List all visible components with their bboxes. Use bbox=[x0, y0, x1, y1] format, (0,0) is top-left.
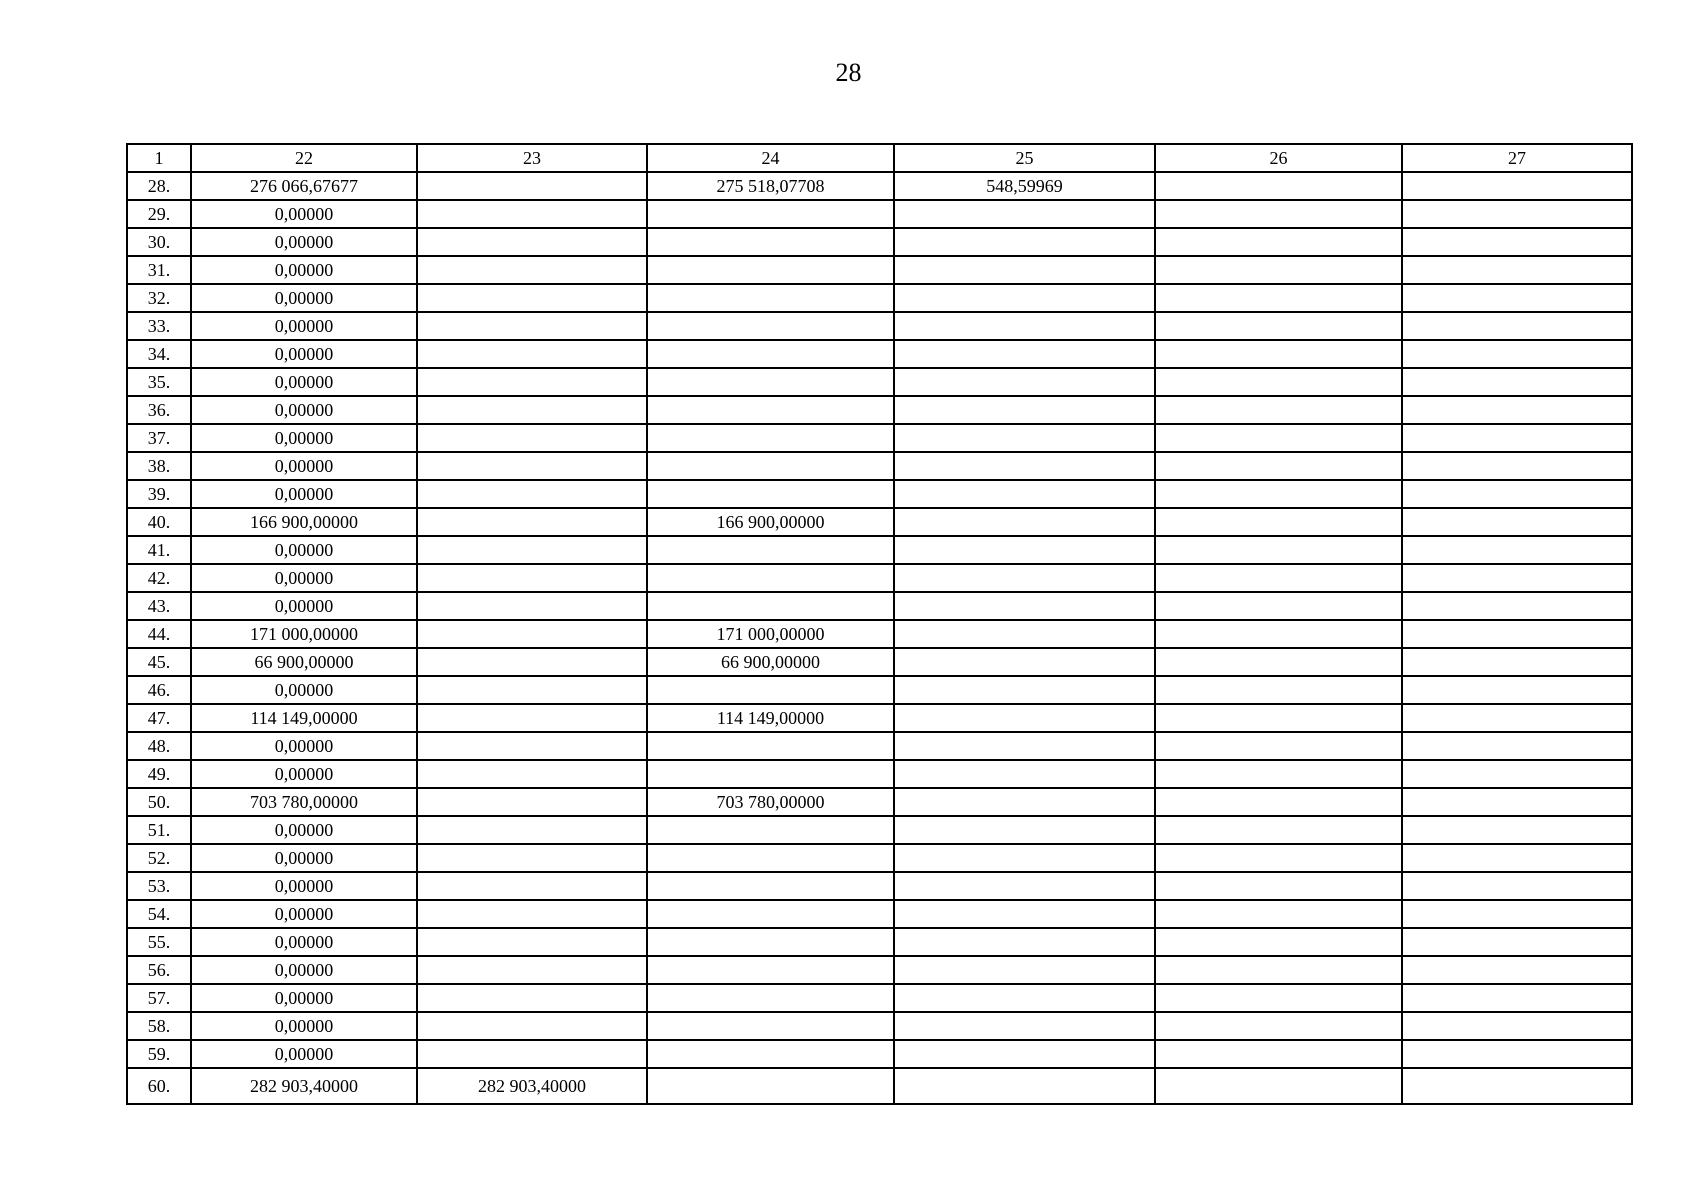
table-cell-col-24 bbox=[647, 256, 894, 284]
row-number-cell: 41. bbox=[127, 536, 191, 564]
header-row bbox=[127, 144, 1632, 172]
table-cell-col-26 bbox=[1155, 872, 1402, 900]
table-cell-col-26 bbox=[1155, 508, 1402, 536]
table-cell-col-22: 0,00000 bbox=[191, 312, 417, 340]
table-cell-col-25 bbox=[894, 928, 1155, 956]
table-cell-col-23 bbox=[417, 592, 647, 620]
table-cell-col-23 bbox=[417, 648, 647, 676]
table-cell-col-27 bbox=[1402, 200, 1632, 228]
table-cell-col-25 bbox=[894, 900, 1155, 928]
table-cell-col-22: 0,00000 bbox=[191, 340, 417, 368]
table-cell-col-25 bbox=[894, 1012, 1155, 1040]
table-cell-col-23 bbox=[417, 676, 647, 704]
table-cell-col-27 bbox=[1402, 284, 1632, 312]
table-cell-col-23 bbox=[417, 900, 647, 928]
table-cell-col-27 bbox=[1402, 648, 1632, 676]
table-cell-col-22: 0,00000 bbox=[191, 564, 417, 592]
table-cell-col-23 bbox=[417, 312, 647, 340]
row-number-cell: 55. bbox=[127, 928, 191, 956]
table-cell-col-26 bbox=[1155, 1040, 1402, 1068]
table-row bbox=[127, 788, 1632, 816]
table-row bbox=[127, 956, 1632, 984]
row-number-cell: 58. bbox=[127, 1012, 191, 1040]
table-cell-col-24 bbox=[647, 928, 894, 956]
table-cell-col-27 bbox=[1402, 956, 1632, 984]
table-cell-col-25 bbox=[894, 816, 1155, 844]
table-cell-col-27 bbox=[1402, 620, 1632, 648]
table-cell-col-23 bbox=[417, 984, 647, 1012]
table-cell-col-24: 171 000,00000 bbox=[647, 620, 894, 648]
table-cell-col-22: 0,00000 bbox=[191, 480, 417, 508]
table-cell-col-24 bbox=[647, 340, 894, 368]
table-cell-col-24 bbox=[647, 592, 894, 620]
row-number-cell: 51. bbox=[127, 816, 191, 844]
table-cell-col-26 bbox=[1155, 1012, 1402, 1040]
row-number-cell: 40. bbox=[127, 508, 191, 536]
table-cell-col-25 bbox=[894, 228, 1155, 256]
table-cell-col-26 bbox=[1155, 368, 1402, 396]
row-number-cell: 33. bbox=[127, 312, 191, 340]
table-cell-col-27 bbox=[1402, 480, 1632, 508]
table-cell-col-24 bbox=[647, 396, 894, 424]
table-cell-col-25 bbox=[894, 592, 1155, 620]
table-cell-col-22: 114 149,00000 bbox=[191, 704, 417, 732]
table-row bbox=[127, 928, 1632, 956]
table-cell-col-22: 0,00000 bbox=[191, 1012, 417, 1040]
table-cell-col-26 bbox=[1155, 424, 1402, 452]
table-cell-col-27 bbox=[1402, 704, 1632, 732]
table-cell-col-25 bbox=[894, 1068, 1155, 1104]
table-row bbox=[127, 564, 1632, 592]
row-number-cell: 56. bbox=[127, 956, 191, 984]
table-cell-col-24 bbox=[647, 228, 894, 256]
table-cell-col-22: 0,00000 bbox=[191, 368, 417, 396]
row-number-cell: 39. bbox=[127, 480, 191, 508]
table-cell-col-26 bbox=[1155, 620, 1402, 648]
table-cell-col-26 bbox=[1155, 480, 1402, 508]
row-number-cell: 57. bbox=[127, 984, 191, 1012]
table-cell-col-22: 0,00000 bbox=[191, 228, 417, 256]
table-cell-col-25 bbox=[894, 956, 1155, 984]
table-cell-col-24 bbox=[647, 536, 894, 564]
table-cell-col-24 bbox=[647, 452, 894, 480]
table-cell-col-26 bbox=[1155, 760, 1402, 788]
row-number-cell: 42. bbox=[127, 564, 191, 592]
table-cell-col-25 bbox=[894, 732, 1155, 760]
table-cell-col-26 bbox=[1155, 564, 1402, 592]
table-cell-col-24 bbox=[647, 1040, 894, 1068]
table-cell-col-23 bbox=[417, 536, 647, 564]
table-row bbox=[127, 844, 1632, 872]
table-cell-col-24: 114 149,00000 bbox=[647, 704, 894, 732]
row-number-cell: 36. bbox=[127, 396, 191, 424]
table-cell-col-23 bbox=[417, 732, 647, 760]
row-number-cell: 48. bbox=[127, 732, 191, 760]
table-cell-col-23 bbox=[417, 872, 647, 900]
table-cell-col-24 bbox=[647, 284, 894, 312]
table-cell-col-27 bbox=[1402, 760, 1632, 788]
table-cell-col-24 bbox=[647, 312, 894, 340]
row-number-cell: 49. bbox=[127, 760, 191, 788]
table-row bbox=[127, 256, 1632, 284]
table-cell-col-23 bbox=[417, 704, 647, 732]
table-cell-col-23 bbox=[417, 844, 647, 872]
table-cell-col-24 bbox=[647, 200, 894, 228]
table-cell-col-25 bbox=[894, 620, 1155, 648]
table-cell-col-24 bbox=[647, 900, 894, 928]
table-cell-col-27 bbox=[1402, 340, 1632, 368]
table-cell-col-24 bbox=[647, 1068, 894, 1104]
table-row bbox=[127, 816, 1632, 844]
table-cell-col-24 bbox=[647, 480, 894, 508]
table-row bbox=[127, 368, 1632, 396]
table-cell-col-22: 171 000,00000 bbox=[191, 620, 417, 648]
table-cell-col-22: 0,00000 bbox=[191, 452, 417, 480]
table-row bbox=[127, 648, 1632, 676]
table-row bbox=[127, 1012, 1632, 1040]
header-cell-col-22: 22 bbox=[191, 144, 417, 172]
table-cell-col-27 bbox=[1402, 396, 1632, 424]
table-cell-col-22: 0,00000 bbox=[191, 592, 417, 620]
table-cell-col-23 bbox=[417, 788, 647, 816]
table-cell-col-24: 703 780,00000 bbox=[647, 788, 894, 816]
table-cell-col-26 bbox=[1155, 1068, 1402, 1104]
table-cell-col-26 bbox=[1155, 956, 1402, 984]
row-number-cell: 46. bbox=[127, 676, 191, 704]
table-cell-col-23 bbox=[417, 928, 647, 956]
row-number-cell: 28. bbox=[127, 172, 191, 200]
row-number-cell: 38. bbox=[127, 452, 191, 480]
table-cell-col-23 bbox=[417, 396, 647, 424]
table-cell-col-23 bbox=[417, 228, 647, 256]
table-cell-col-26 bbox=[1155, 536, 1402, 564]
table-cell-col-27 bbox=[1402, 508, 1632, 536]
table-cell-col-25 bbox=[894, 760, 1155, 788]
table-cell-col-24 bbox=[647, 676, 894, 704]
table-cell-col-27 bbox=[1402, 928, 1632, 956]
table-cell-col-26 bbox=[1155, 340, 1402, 368]
table-row bbox=[127, 396, 1632, 424]
data-table bbox=[126, 143, 1633, 1105]
table-cell-col-23 bbox=[417, 816, 647, 844]
table-cell-col-26 bbox=[1155, 172, 1402, 200]
table-cell-col-22: 0,00000 bbox=[191, 424, 417, 452]
table-cell-col-22: 0,00000 bbox=[191, 872, 417, 900]
table-cell-col-27 bbox=[1402, 424, 1632, 452]
table-row bbox=[127, 620, 1632, 648]
table-row bbox=[127, 480, 1632, 508]
table-cell-col-23 bbox=[417, 1040, 647, 1068]
table-cell-col-25 bbox=[894, 424, 1155, 452]
table-row bbox=[127, 228, 1632, 256]
table-cell-col-27 bbox=[1402, 676, 1632, 704]
table-cell-col-27 bbox=[1402, 564, 1632, 592]
table-cell-col-27 bbox=[1402, 872, 1632, 900]
table-cell-col-23 bbox=[417, 620, 647, 648]
table-cell-col-25 bbox=[894, 872, 1155, 900]
row-number-cell: 32. bbox=[127, 284, 191, 312]
header-cell-col-27: 27 bbox=[1402, 144, 1632, 172]
table-cell-col-24 bbox=[647, 844, 894, 872]
table-cell-col-27 bbox=[1402, 592, 1632, 620]
table-cell-col-25 bbox=[894, 200, 1155, 228]
table-cell-col-25 bbox=[894, 788, 1155, 816]
table-cell-col-22: 0,00000 bbox=[191, 396, 417, 424]
table-row bbox=[127, 760, 1632, 788]
table-cell-col-22: 0,00000 bbox=[191, 676, 417, 704]
table-cell-col-22: 0,00000 bbox=[191, 984, 417, 1012]
table-cell-col-27 bbox=[1402, 256, 1632, 284]
table-cell-col-22: 66 900,00000 bbox=[191, 648, 417, 676]
table-cell-col-24: 166 900,00000 bbox=[647, 508, 894, 536]
table-cell-col-26 bbox=[1155, 396, 1402, 424]
table-row bbox=[127, 732, 1632, 760]
table-cell-col-25 bbox=[894, 368, 1155, 396]
table-cell-col-23 bbox=[417, 956, 647, 984]
row-number-cell: 59. bbox=[127, 1040, 191, 1068]
row-number-cell: 37. bbox=[127, 424, 191, 452]
table-cell-col-23 bbox=[417, 480, 647, 508]
table-row bbox=[127, 312, 1632, 340]
table-cell-col-25 bbox=[894, 676, 1155, 704]
table-cell-col-27 bbox=[1402, 788, 1632, 816]
table-row bbox=[127, 900, 1632, 928]
row-number-cell: 30. bbox=[127, 228, 191, 256]
table-body bbox=[127, 144, 1632, 1104]
table-cell-col-24 bbox=[647, 424, 894, 452]
table-cell-col-22: 0,00000 bbox=[191, 900, 417, 928]
table-cell-col-22: 276 066,67677 bbox=[191, 172, 417, 200]
row-number-cell: 54. bbox=[127, 900, 191, 928]
table-cell-col-26 bbox=[1155, 732, 1402, 760]
header-cell-col-1: 1 bbox=[127, 144, 191, 172]
table-cell-col-27 bbox=[1402, 732, 1632, 760]
table-cell-col-26 bbox=[1155, 704, 1402, 732]
table-cell-col-24 bbox=[647, 872, 894, 900]
table-cell-col-25 bbox=[894, 340, 1155, 368]
row-number-cell: 29. bbox=[127, 200, 191, 228]
table-cell-col-27 bbox=[1402, 228, 1632, 256]
table-cell-col-23 bbox=[417, 284, 647, 312]
table-cell-col-26 bbox=[1155, 284, 1402, 312]
table-cell-col-23 bbox=[417, 200, 647, 228]
table-cell-col-27 bbox=[1402, 312, 1632, 340]
table-cell-col-22: 0,00000 bbox=[191, 1040, 417, 1068]
row-number-cell: 52. bbox=[127, 844, 191, 872]
table-cell-col-25 bbox=[894, 648, 1155, 676]
header-cell-col-23: 23 bbox=[417, 144, 647, 172]
table-cell-col-24 bbox=[647, 984, 894, 1012]
table-cell-col-27 bbox=[1402, 844, 1632, 872]
table-cell-col-26 bbox=[1155, 256, 1402, 284]
table-cell-col-27 bbox=[1402, 172, 1632, 200]
table-cell-col-24 bbox=[647, 956, 894, 984]
table-cell-col-25 bbox=[894, 256, 1155, 284]
table-cell-col-23 bbox=[417, 760, 647, 788]
table-row bbox=[127, 508, 1632, 536]
table-cell-col-24 bbox=[647, 1012, 894, 1040]
row-number-cell: 43. bbox=[127, 592, 191, 620]
table-cell-col-25 bbox=[894, 396, 1155, 424]
table-cell-col-23 bbox=[417, 424, 647, 452]
table-cell-col-26 bbox=[1155, 788, 1402, 816]
table-cell-col-27 bbox=[1402, 1012, 1632, 1040]
table-cell-col-24: 66 900,00000 bbox=[647, 648, 894, 676]
row-number-cell: 34. bbox=[127, 340, 191, 368]
table-cell-col-26 bbox=[1155, 900, 1402, 928]
table-cell-col-26 bbox=[1155, 200, 1402, 228]
table-cell-col-27 bbox=[1402, 452, 1632, 480]
table-cell-col-24: 275 518,07708 bbox=[647, 172, 894, 200]
table-cell-col-23: 282 903,40000 bbox=[417, 1068, 647, 1104]
row-number-cell: 35. bbox=[127, 368, 191, 396]
table-cell-col-26 bbox=[1155, 592, 1402, 620]
table-cell-col-26 bbox=[1155, 844, 1402, 872]
table-row bbox=[127, 452, 1632, 480]
table-row bbox=[127, 284, 1632, 312]
table-cell-col-25 bbox=[894, 312, 1155, 340]
table-cell-col-25 bbox=[894, 452, 1155, 480]
row-number-cell: 60. bbox=[127, 1068, 191, 1104]
table-cell-col-24 bbox=[647, 732, 894, 760]
table-cell-col-27 bbox=[1402, 900, 1632, 928]
table-cell-col-22: 0,00000 bbox=[191, 200, 417, 228]
table-row bbox=[127, 200, 1632, 228]
table-cell-col-27 bbox=[1402, 368, 1632, 396]
table-cell-col-26 bbox=[1155, 816, 1402, 844]
table-row bbox=[127, 984, 1632, 1012]
table-cell-col-22: 0,00000 bbox=[191, 928, 417, 956]
table-cell-col-26 bbox=[1155, 984, 1402, 1012]
table-cell-col-27 bbox=[1402, 536, 1632, 564]
header-cell-col-25: 25 bbox=[894, 144, 1155, 172]
table-cell-col-26 bbox=[1155, 648, 1402, 676]
table-cell-col-23 bbox=[417, 508, 647, 536]
table-cell-col-26 bbox=[1155, 676, 1402, 704]
table-cell-col-22: 282 903,40000 bbox=[191, 1068, 417, 1104]
row-number-cell: 47. bbox=[127, 704, 191, 732]
table-row bbox=[127, 424, 1632, 452]
table-row bbox=[127, 536, 1632, 564]
table-row bbox=[127, 592, 1632, 620]
row-number-cell: 53. bbox=[127, 872, 191, 900]
table-cell-col-22: 0,00000 bbox=[191, 256, 417, 284]
table-cell-col-23 bbox=[417, 1012, 647, 1040]
table-cell-col-25 bbox=[894, 984, 1155, 1012]
table-cell-col-24 bbox=[647, 816, 894, 844]
row-number-cell: 45. bbox=[127, 648, 191, 676]
table-cell-col-22: 0,00000 bbox=[191, 844, 417, 872]
table-cell-col-25 bbox=[894, 1040, 1155, 1068]
table-cell-col-26 bbox=[1155, 928, 1402, 956]
table-cell-col-23 bbox=[417, 368, 647, 396]
table-cell-col-24 bbox=[647, 760, 894, 788]
row-number-cell: 31. bbox=[127, 256, 191, 284]
table-cell-col-22: 0,00000 bbox=[191, 732, 417, 760]
table-cell-col-22: 0,00000 bbox=[191, 956, 417, 984]
table-cell-col-24 bbox=[647, 368, 894, 396]
table-row bbox=[127, 704, 1632, 732]
table-row bbox=[127, 1040, 1632, 1068]
table-cell-col-23 bbox=[417, 452, 647, 480]
table-row bbox=[127, 872, 1632, 900]
table-cell-col-22: 703 780,00000 bbox=[191, 788, 417, 816]
row-number-cell: 44. bbox=[127, 620, 191, 648]
table-cell-col-25 bbox=[894, 480, 1155, 508]
table-cell-col-22: 166 900,00000 bbox=[191, 508, 417, 536]
page-number: 28 bbox=[835, 58, 862, 87]
table-cell-col-25 bbox=[894, 564, 1155, 592]
table-cell-col-22: 0,00000 bbox=[191, 536, 417, 564]
table-row bbox=[127, 1068, 1632, 1104]
table-row bbox=[127, 172, 1632, 200]
table-cell-col-25 bbox=[894, 704, 1155, 732]
table-cell-col-27 bbox=[1402, 1068, 1632, 1104]
table-row bbox=[127, 340, 1632, 368]
table-cell-col-27 bbox=[1402, 1040, 1632, 1068]
table-cell-col-27 bbox=[1402, 984, 1632, 1012]
header-cell-col-26: 26 bbox=[1155, 144, 1402, 172]
table-cell-col-22: 0,00000 bbox=[191, 760, 417, 788]
table-cell-col-25 bbox=[894, 508, 1155, 536]
table-cell-col-23 bbox=[417, 256, 647, 284]
table-cell-col-23 bbox=[417, 340, 647, 368]
table-cell-col-25 bbox=[894, 284, 1155, 312]
table-cell-col-25: 548,59969 bbox=[894, 172, 1155, 200]
table-cell-col-25 bbox=[894, 536, 1155, 564]
table-cell-col-25 bbox=[894, 844, 1155, 872]
table-cell-col-26 bbox=[1155, 228, 1402, 256]
header-cell-col-24: 24 bbox=[647, 144, 894, 172]
table-cell-col-27 bbox=[1402, 816, 1632, 844]
table-cell-col-22: 0,00000 bbox=[191, 816, 417, 844]
table-cell-col-26 bbox=[1155, 452, 1402, 480]
table-cell-col-23 bbox=[417, 564, 647, 592]
table-cell-col-23 bbox=[417, 172, 647, 200]
table-row bbox=[127, 676, 1632, 704]
table-cell-col-26 bbox=[1155, 312, 1402, 340]
table-cell-col-22: 0,00000 bbox=[191, 284, 417, 312]
table-cell-col-24 bbox=[647, 564, 894, 592]
row-number-cell: 50. bbox=[127, 788, 191, 816]
